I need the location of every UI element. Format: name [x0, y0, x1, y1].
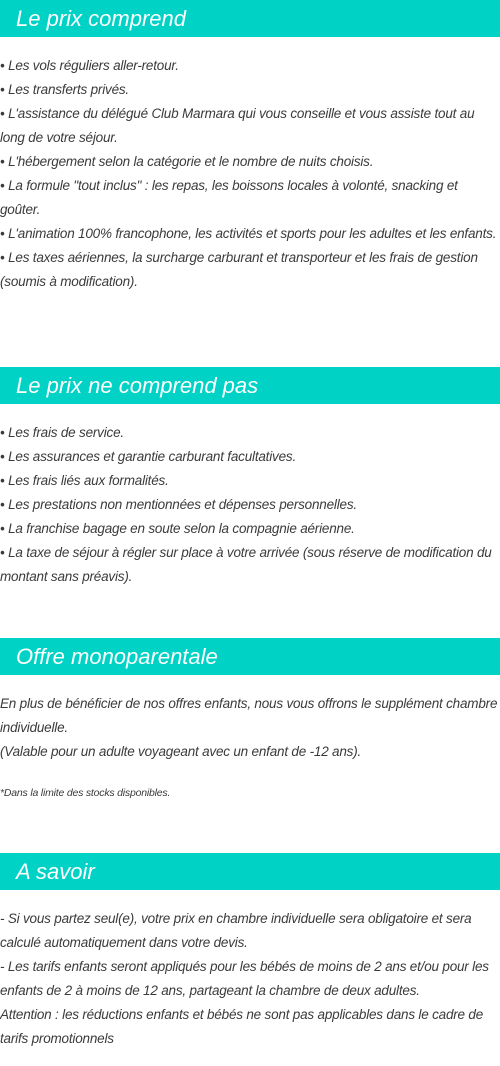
section-good-to-know: [0, 853, 500, 1051]
price-includes-list: [0, 37, 500, 294]
list-item: • L'assistance du délégué Club Marmara qui vous conseille et vous assiste tout au long de votre séjour.: [0, 106, 475, 145]
single-parent-offer-text: [0, 675, 500, 764]
list-item: • Les frais liés aux formalités.: [0, 473, 169, 488]
paragraph: (Valable pour un adulte voyageant avec un enfant de -12 ans).: [0, 744, 362, 759]
list-item: • La franchise bagage en soute selon la compagnie aérienne.: [0, 521, 355, 536]
list-item: • L'animation 100% francophone, les activités et sports pour les adultes et les enfants.: [0, 226, 497, 241]
list-item: • Les frais de service.: [0, 425, 124, 440]
good-to-know-text: [0, 890, 500, 1051]
price-excludes-list: [0, 404, 500, 589]
list-item: • Les prestations non mentionnées et dépenses personnelles.: [0, 497, 357, 512]
paragraph: Attention : les réductions enfants et bébés ne sont pas applicables dans le cadre de tarifs promotionnels: [0, 1007, 484, 1046]
list-item: • La taxe de séjour à régler sur place à votre arrivée (sous réserve de modification du montant sans préavis).: [0, 545, 492, 584]
section-title-price-excludes: Le prix ne comprend pas: [0, 367, 500, 404]
paragraph: - Les tarifs enfants seront appliqués pour les bébés de moins de 2 ans et/ou pour les enfants de 2 à moins de 12 ans, partageant la chambre de deux adultes.: [0, 959, 489, 998]
stock-limit-note: *Dans la limite des stocks disponibles.: [0, 787, 171, 799]
list-item: • La formule "tout inclus" : les repas, les boissons locales à volonté, snacking et goûter.: [0, 178, 458, 217]
list-item: • L'hébergement selon la catégorie et le nombre de nuits choisis.: [0, 154, 374, 169]
section-title-price-includes: Le prix comprend: [0, 0, 500, 37]
section-price-includes: [0, 0, 500, 294]
section-price-excludes: [0, 367, 500, 589]
section-title-good-to-know: A savoir: [0, 853, 500, 890]
paragraph: En plus de bénéficier de nos offres enfants, nous vous offrons le supplément chambre individuelle.: [0, 696, 498, 735]
paragraph: - Si vous partez seul(e), votre prix en chambre individuelle sera obligatoire et sera calculé automatiquement dans votre devis.: [0, 911, 472, 950]
list-item: • Les vols réguliers aller-retour.: [0, 58, 179, 73]
section-single-parent-offer: [0, 638, 500, 801]
list-item: • Les assurances et garantie carburant facultatives.: [0, 449, 296, 464]
list-item: • Les taxes aériennes, la surcharge carburant et transporteur et les frais de gestion (soumis à modification).: [0, 250, 478, 289]
section-title-single-parent-offer: Offre monoparentale: [0, 638, 500, 675]
list-item: • Les transferts privés.: [0, 82, 129, 97]
